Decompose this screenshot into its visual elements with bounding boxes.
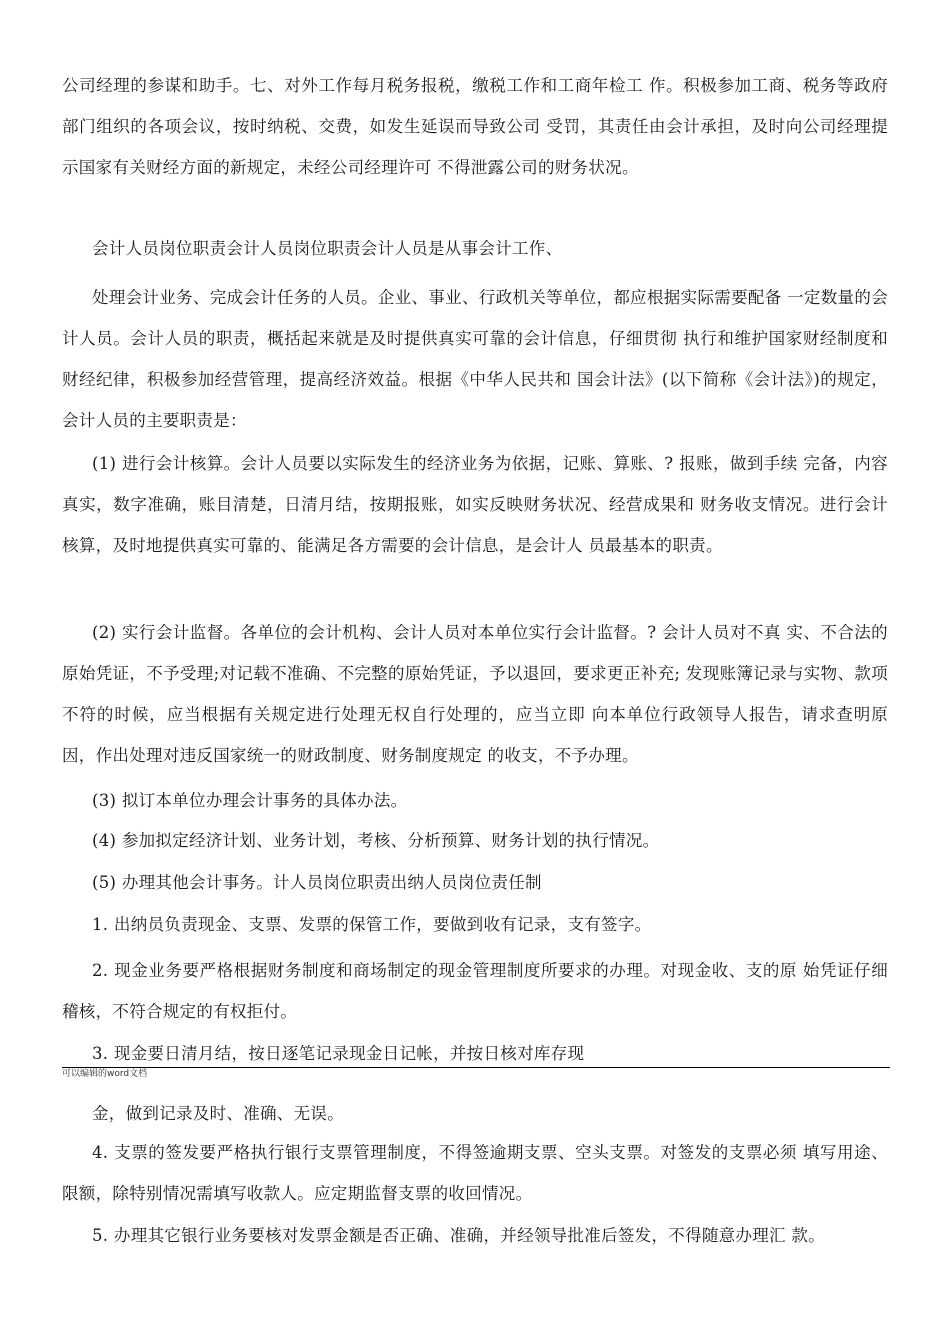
paragraph-cashier-4: 4. 支票的签发要严格执行银行支票管理制度，不得签逾期支票、空头支票。对签发的支票必须 填写用途、限额，除特别情况需填写收款人。应定期监督支票的收回情况。 — [62, 1143, 888, 1203]
footer-divider — [62, 1067, 890, 1068]
paragraph-duty-1: (1) 进行会计核算。会计人员要以实际发生的经济业务为依据，记账、算账、? 报账，做到手续 完备，内容真实，数字准确，账目清楚，日清月结，按期报账，如实反映财务状况、经营成果和 财务收支情况。进行会计核算，及时地提供真实可靠的、能满足各方需要的会计信息，是会计人 员最基本的职责。 — [62, 454, 888, 555]
paragraph-cashier-1: 1. 出纳员负责现金、支票、发票的保管工作，要做到收有记录，支有签字。 — [92, 915, 652, 934]
paragraph-cashier-3-continued: 金，做到记录及时、准确、无误。 — [92, 1104, 344, 1123]
paragraph-manager-duties-end: 公司经理的参谋和助手。七、对外工作每月税务报税，缴税工作和工商年检工 作。积极参加工商、税务等政府部门组织的各项会议，按时纳税、交费，如发生延误而导致公司 受罚，其责任由会计承担，及时向公司经理提示国家有关财经方面的新规定，未经公司经理许可 不得泄露公司的财务状况。 — [62, 76, 888, 177]
paragraph-cashier-2: 2. 现金业务要严格根据财务制度和商场制定的现金管理制度所要求的办理。对现金收、支的原 始凭证仔细稽核，不符合规定的有权拒付。 — [62, 961, 888, 1021]
paragraph-duty-3: (3) 拟订本单位办理会计事务的具体办法。 — [92, 791, 408, 810]
paragraph-accountant-heading: 会计人员岗位职责会计人员岗位职责会计人员是从事会计工作、 — [92, 239, 563, 258]
paragraph-duty-2: (2) 实行会计监督。各单位的会计机构、会计人员对本单位实行会计监督。? 会计人员对不真 实、不合法的原始凭证，不予受理;对记载不准确、不完整的原始凭证，予以退回，要求更正补充; 发现账簿记录与实物、款项不符的时候，应当根据有关规定进行处理无权自行处理的，应当立即 向本单位行政领导人报告，请求查明原因，作出处理对违反国家统一的财政制度、财务制度规定 的收支，不予办理。 — [62, 623, 888, 765]
paragraph-cashier-5: 5. 办理其它银行业务要核对发票金额是否正确、准确，并经领导批准后签发，不得随意办理汇 款。 — [92, 1226, 826, 1245]
paragraph-duty-5: (5) 办理其他会计事务。计人员岗位职责出纳人员岗位责任制 — [92, 873, 542, 892]
footer-note: 可以编辑的word文档 — [62, 1069, 148, 1079]
paragraph-cashier-3: 3. 现金要日清月结，按日逐笔记录现金日记帐，并按日核对库存现 — [92, 1044, 585, 1063]
paragraph-accountant-intro: 处理会计业务、完成会计任务的人员。企业、事业、行政机关等单位，都应根据实际需要配备 一定数量的会计人员。会计人员的职责，概括起来就是及时提供真实可靠的会计信息，仔细贯彻 执行和维护国家财经制度和财经纪律，积极参加经营管理，提高经济效益。根据《中华人民共和 国会计法》(以下简称《会计法》)的规定，会计人员的主要职责是： — [62, 288, 888, 430]
paragraph-duty-4: (4) 参加拟定经济计划、业务计划，考核、分析预算、财务计划的执行情况。 — [92, 831, 660, 850]
